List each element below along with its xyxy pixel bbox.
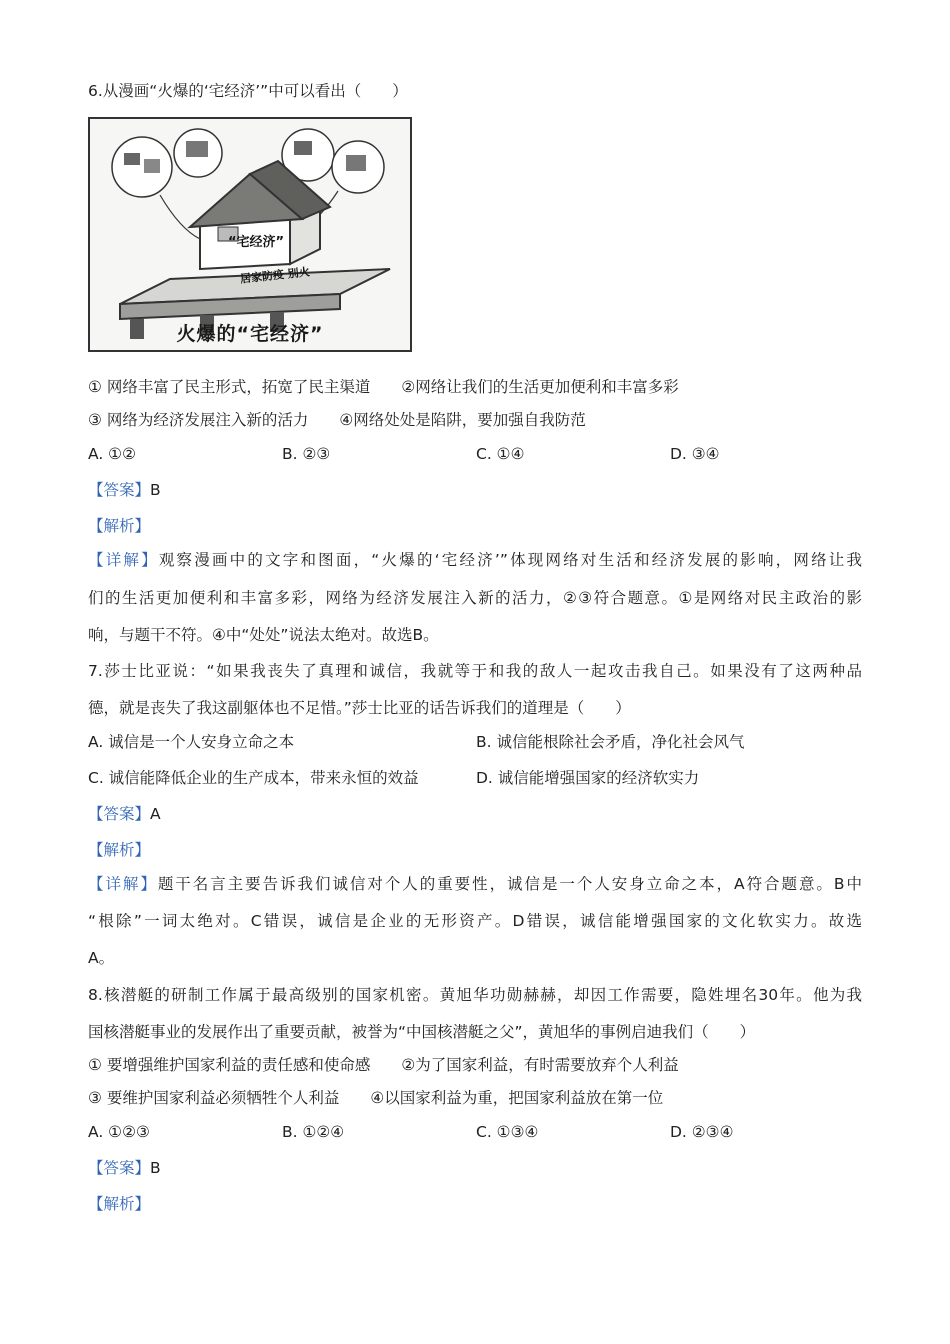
base-label: 居家防疫 别火 — [239, 265, 311, 286]
q7-stem-line-2: 德，就是丧失了我这副躯体也不足惜。”莎士比亚的话告诉我们的道理是（ ） — [88, 699, 631, 717]
q6-cartoon-image — [88, 117, 412, 352]
q8-answer — [88, 1157, 161, 1179]
detail-text: 观察漫画中的文字和图面，“火爆的‘宅经济’”体现网络对生活和经济发展的影响，网络让我 — [158, 551, 862, 569]
q6-analysis-tag: 【解析】 — [88, 517, 151, 535]
q7-option-d: D. 诚信能增强国家的经济软实力 — [476, 769, 700, 787]
house-label: “宅经济” — [228, 235, 285, 250]
answer-value: A — [150, 805, 161, 823]
q7-option-c: C. 诚信能降低企业的生产成本，带来永恒的效益 — [88, 769, 419, 787]
detail-text: 题干名言主要告诉我们诚信对个人的重要性，诚信是一个人安身立命之本，A符合题意。B中 — [157, 875, 862, 893]
q8-option-c: C. ①③④ — [476, 1123, 539, 1141]
q6-option-b: B. ②③ — [282, 445, 331, 463]
q6-detail-line-3: 响，与题干不符。④中“处处”说法太绝对。故选B。 — [88, 626, 439, 644]
detail-tag: 【详解】 — [88, 875, 158, 893]
q7-detail-line-2: “根除”一词太绝对。C错误，诚信是企业的无形资产。D错误，诚信能增强国家的文化软实力。故选 — [88, 912, 862, 930]
q6-detail-line-1 — [88, 549, 862, 571]
q7-stem-line-1: 7.莎士比亚说：“如果我丧失了真理和诚信，我就等于和我的敌人一起攻击我自己。如果没有了这两种品 — [88, 662, 862, 680]
q8-analysis-tag: 【解析】 — [88, 1195, 151, 1213]
q8-option-a: A. ①②③ — [88, 1123, 150, 1141]
q6-option-a: A. ①② — [88, 445, 136, 463]
q7-option-b: B. 诚信能根除社会矛盾，净化社会风气 — [476, 733, 745, 751]
q8-option-b: B. ①②④ — [282, 1123, 345, 1141]
q6-option-c: C. ①④ — [476, 445, 525, 463]
answer-tag: 【答案】 — [88, 1159, 151, 1177]
q7-detail-line-1 — [88, 873, 862, 895]
q8-stem-line-2: 国核潜艇事业的发展作出了重要贡献，被誉为“中国核潜艇之父”，黄旭华的事例启迪我们（ ） — [88, 1023, 756, 1041]
q7-answer — [88, 803, 161, 825]
q6-option-d: D. ③④ — [670, 445, 720, 463]
q6-statement-1: ① 网络丰富了民主形式，拓宽了民主渠道 ②网络让我们的生活更加便利和丰富多彩 — [88, 378, 679, 396]
q8-stem-line-1: 8.核潜艇的研制工作属于最高级别的国家机密。黄旭华功勋赫赫，却因工作需要，隐姓埋名30年。他为我 — [88, 986, 862, 1004]
q8-statement-1: ① 要增强维护国家利益的责任感和使命感 ②为了国家利益，有时需要放弃个人利益 — [88, 1056, 679, 1074]
q6-stem: 6.从漫画“火爆的‘宅经济’”中可以看出（ ） — [88, 82, 408, 100]
q8-statement-2: ③ 要维护国家利益必须牺牲个人利益 ④以国家利益为重，把国家利益放在第一位 — [88, 1089, 664, 1107]
answer-value: B — [150, 481, 161, 499]
q6-answer — [88, 479, 161, 501]
q6-statement-2: ③ 网络为经济发展注入新的活力 ④网络处处是陷阱，要加强自我防范 — [88, 411, 586, 429]
q7-detail-line-3: A。 — [88, 949, 115, 967]
q7-option-a: A. 诚信是一个人安身立命之本 — [88, 733, 295, 751]
answer-value: B — [150, 1159, 161, 1177]
q7-analysis-tag: 【解析】 — [88, 841, 151, 859]
answer-tag: 【答案】 — [88, 805, 151, 823]
answer-tag: 【答案】 — [88, 481, 151, 499]
q6-detail-line-2: 们的生活更加便利和丰富多彩，网络为经济发展注入新的活力，②③符合题意。①是网络对民主政治的影 — [88, 589, 862, 607]
cartoon-caption: 火爆的“宅经济” — [176, 323, 324, 345]
detail-tag: 【详解】 — [88, 551, 159, 569]
q8-option-d: D. ②③④ — [670, 1123, 734, 1141]
